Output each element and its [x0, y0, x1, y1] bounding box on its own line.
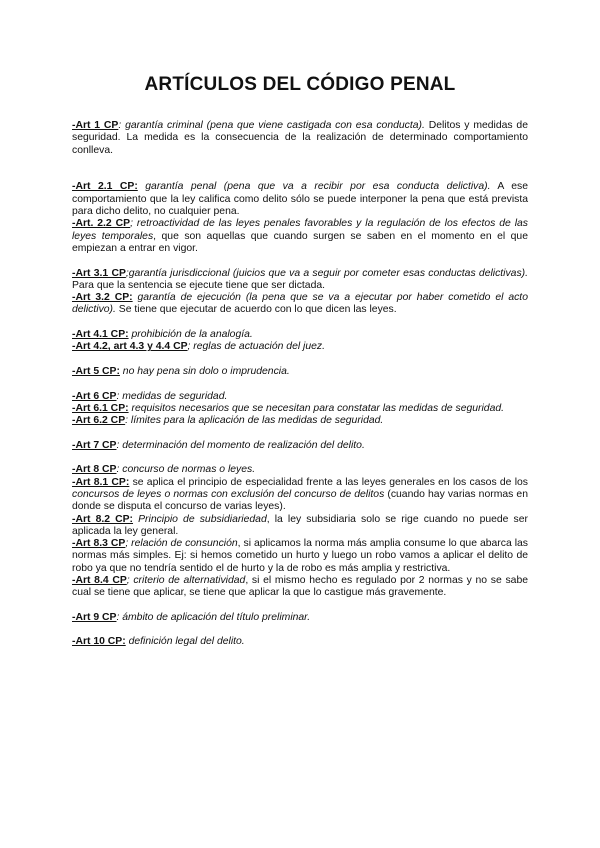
article-text: , si aplicamos la norma más amplia consume lo que abarca las normas más simples. Ej: si hemos cometido un hurto y luego un robo vamos a aplicar el delito de robo ya que no tendría sentido el de hurto y la de robo es más amplia y restrictiva.	[72, 538, 528, 574]
article-entry	[72, 292, 528, 317]
article-topic: no hay pena sin dolo o imprudencia.	[119, 365, 290, 377]
article-list	[72, 120, 528, 649]
article-topic: reglas de actuación del juez.	[190, 341, 325, 353]
article-label: -Art. 2.2 CP	[72, 218, 131, 230]
article-text: Se tiene que ejecutar de acuerdo con lo que dicen las leyes.	[115, 304, 397, 316]
article-label: -Art 8.2 CP:	[72, 513, 134, 525]
article-label: -Art 8.3 CP	[72, 538, 126, 550]
article-entry: -Art 8 CP: concurso de normas o leyes.	[72, 464, 256, 476]
article-label: -Art 3.2 CP:	[72, 292, 133, 304]
article-entry: -Art. 2.2 CP; retroactividad de las leyes penales favorables y la regulación de los efectos de las leyes temporales, que son aquellas que cuando surgen se saben en el momento en el que empiezan a entrar en vigor.	[72, 218, 528, 254]
article-label: -Art 5 CP:	[72, 365, 120, 377]
article-entry	[72, 403, 528, 415]
article-entry	[72, 366, 528, 378]
article-label: -Art 8.4 CP	[72, 574, 127, 586]
article-topic: garantía de ejecución (la pena que se va a ejecutar por haber cometido el acto delictivo).	[72, 292, 528, 316]
article-entry	[72, 636, 528, 648]
article-label: -Art 4.1 CP:	[72, 329, 129, 341]
article-topic: definición legal del delito.	[125, 636, 245, 648]
article-label: -Art 1 CP	[72, 120, 119, 131]
article-label: -Art 6.2 CP	[72, 415, 126, 427]
article-text: A ese comportamiento que la ley califica como delito sólo se puede interponer la pena que está prevista para dicho delito, no cualquier pena.	[72, 181, 528, 218]
article-entry: -Art 7 CP: determinación del momento de realización del delito.	[72, 439, 365, 451]
article-label: -Art 2.1 CP:	[72, 181, 138, 193]
article-entry	[72, 329, 528, 341]
article-entry	[72, 181, 528, 218]
article-text: se aplica el principio de especialidad frente a las leyes generales en los casos de los	[129, 476, 528, 488]
article-label: -Art 8 CP	[72, 464, 117, 476]
article-label: -Art 8.1 CP:	[72, 476, 130, 488]
article-label: -Art 10 CP:	[72, 636, 126, 648]
article-entry: -Art 3.1 CP;garantía jurisdiccional (juicios que va a seguir por cometer esas conductas delictivas). Para que la sentencia se ejecute tiene que ser dictada.	[72, 267, 528, 291]
article-entry: -Art 6.2 CP: límites para la aplicación de las medidas de seguridad.	[72, 415, 384, 427]
article-topic: Principio de subsidiariedad	[133, 513, 267, 525]
article-label: -Art 6 CP	[72, 390, 117, 402]
article-topic: medidas de seguridad.	[119, 390, 228, 402]
article-text: (cuando hay varias normas en donde se disputa el concurso de varias leyes).	[72, 488, 528, 513]
article-label: -Art 6.1 CP:	[72, 402, 129, 414]
article-topic: retroactividad de las leyes penales favorables y la regulación de los efectos de las leyes temporales	[72, 218, 528, 242]
article-text: Delitos y medidas de seguridad. La medida es la consecuencia de la realización de determinado comportamiento conlleva.	[72, 120, 528, 156]
article-topic: garantía criminal (pena que viene castigada con esa conducta).	[121, 120, 425, 131]
article-text: , la ley subsidiaria solo se rige cuando no puede ser aplicada la ley general.	[72, 513, 528, 537]
article-topic: prohibición de la analogía.	[128, 329, 253, 341]
article-text: , que son aquellas que cuando surgen se saben en el momento en el que empiezan a entrar en vigor.	[72, 230, 528, 254]
article-label: -Art 7 CP	[72, 439, 117, 451]
article-topic: concursos de leyes o normas con exclusión del concurso de delitos	[72, 488, 385, 500]
article-label: -Art 3.1 CP	[72, 267, 126, 279]
article-text: , si el mismo hecho es regulado por 2 normas y no se sabe cual se tiene que aplicar, se tiene que aplicar la que lo castigue más gravemente.	[72, 574, 529, 599]
article-topic: criterio de alternatividad	[129, 574, 246, 586]
article-topic: requisitos necesarios que se necesitan para constatar las medidas de seguridad.	[128, 402, 505, 414]
article-topic: límites para la aplicación de las medidas de seguridad.	[128, 415, 384, 427]
article-entry	[72, 477, 528, 514]
article-entry: -Art 4.2, art 4.3 y 4.4 CP; reglas de actuación del juez.	[72, 341, 325, 353]
article-topic: determinación del momento de realización del delito.	[119, 439, 365, 451]
article-topic: ámbito de aplicación del título preliminar.	[119, 611, 311, 623]
article-entry: -Art 6 CP: medidas de seguridad.	[72, 390, 228, 402]
article-topic: garantía penal (pena que va a recibir por esa conducta delictiva).	[137, 181, 491, 193]
article-label: -Art 9 CP	[72, 611, 117, 623]
article-entry: -Art 8.3 CP; relación de consunción, si aplicamos la norma más amplia consume lo que abarca las normas más simples. Ej: si hemos cometido un hurto y luego un robo vamos a aplicar el delito de robo ya que no tendría sentido el de hurto y la de robo es más amplia y restrictiva.	[72, 538, 528, 574]
article-entry: -Art 8.4 CP; criterio de alternatividad, si el mismo hecho es regulado por 2 normas y no se sabe cual se tiene que aplicar, se tiene que aplicar la que lo castigue más gravemente.	[72, 574, 529, 599]
article-topic: relación de consunción	[128, 538, 238, 550]
article-entry	[72, 514, 528, 539]
article-topic: garantía jurisdiccional (juicios que va a seguir por cometer esas conductas delictivas).	[128, 267, 528, 279]
document-title: ARTÍCULOS DEL CÓDIGO PENAL	[144, 74, 456, 95]
article-text: Para que la sentencia se ejecute tiene que ser dictada.	[72, 279, 326, 291]
article-label: -Art 4.2, art 4.3 y 4.4 CP	[72, 341, 188, 353]
article-entry: -Art 1 CP: garantía criminal (pena que viene castigada con esa conducta). Delitos y medidas de seguridad. La medida es la consecuencia de la realización de determinado comportamiento conlleva.	[72, 120, 528, 156]
article-topic: concurso de normas o leyes.	[119, 464, 256, 476]
article-entry: -Art 9 CP: ámbito de aplicación del título preliminar.	[72, 611, 311, 623]
